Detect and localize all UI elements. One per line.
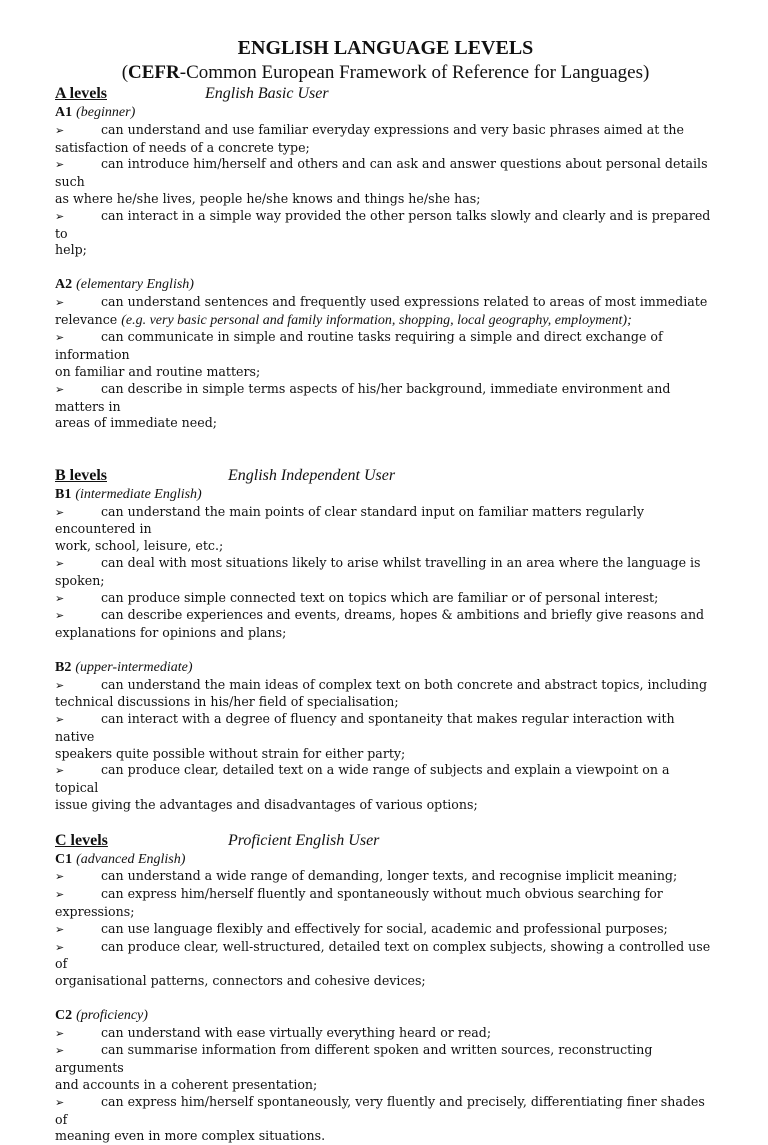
level-description: (intermediate English) (75, 486, 202, 502)
level-description: (upper-intermediate) (75, 659, 193, 675)
document-subtitle (55, 62, 716, 84)
blank-line (55, 449, 716, 466)
section-heading (55, 831, 716, 851)
level-code: C2 (55, 1007, 73, 1023)
arrow-bullet-icon: ➢ (55, 505, 65, 519)
level-code: B1 (55, 486, 72, 502)
can-do-item (55, 921, 716, 939)
section-name: C levels (55, 831, 108, 849)
arrow-bullet-icon: ➢ (55, 713, 65, 727)
can-do-item (55, 607, 716, 625)
subtitle-open: ( (121, 62, 129, 83)
level-code: B2 (55, 659, 72, 675)
section-user-type: English Independent User (228, 466, 396, 484)
arrow-bullet-icon: ➢ (55, 888, 65, 902)
item-continuation: expressions; (55, 904, 135, 920)
can-do-item (55, 208, 716, 243)
can-do-item (55, 555, 716, 573)
section-user-type: Proficient English User (228, 831, 380, 849)
item-example: (e.g. very basic personal and family information, shopping, local geography, employment); (121, 312, 632, 328)
can-do-item (55, 381, 716, 416)
item-continuation: help; (55, 242, 87, 258)
item-text: can describe in simple terms aspects of his/her background, immediate environment and matters in (55, 380, 671, 414)
can-do-item (55, 156, 716, 191)
item-text: can use language flexibly and effectively for social, academic and professional purposes; (101, 920, 668, 936)
item-continuation: organisational patterns, connectors and cohesive devices; (55, 973, 426, 989)
can-do-item (55, 294, 716, 312)
can-do-item (55, 590, 716, 608)
arrow-bullet-icon: ➢ (55, 209, 65, 223)
can-do-item (55, 868, 716, 886)
level-description: (elementary English) (76, 276, 194, 292)
can-do-item (55, 122, 716, 140)
item-continuation: as where he/she lives, people he/she knows and things he/she has; (55, 190, 481, 206)
item-continuation: speakers quite possible without strain for either party; (55, 745, 406, 761)
can-do-item (55, 504, 716, 539)
item-continuation: work, school, leisure, etc.; (55, 538, 224, 554)
level-heading (55, 104, 716, 122)
item-continuation: issue giving the advantages and disadvantages of various options; (55, 797, 478, 813)
subtitle-acronym: CEFR (128, 62, 180, 83)
item-text: can deal with most situations likely to arise whilst travelling in an area where the language is (101, 554, 701, 570)
level-code: C1 (55, 851, 73, 867)
level-heading (55, 1007, 716, 1025)
blank-line (55, 432, 716, 449)
arrow-bullet-icon: ➢ (55, 591, 65, 605)
section-name: B levels (55, 466, 107, 484)
level-code: A1 (55, 105, 73, 120)
arrow-bullet-icon: ➢ (55, 609, 65, 623)
item-continuation (55, 312, 716, 330)
section-user-type: English Basic User (205, 85, 329, 102)
blank-line (55, 642, 716, 659)
item-continuation: technical discussions in his/her field of specialisation; (55, 694, 399, 710)
can-do-item (55, 677, 716, 695)
item-text: can introduce him/herself and others and can ask and answer questions about personal details such (55, 156, 708, 190)
arrow-bullet-icon: ➢ (55, 1095, 65, 1109)
level-description: (beginner) (76, 105, 136, 120)
subtitle-rest: -Common European Framework of Reference for Languages) (179, 62, 650, 83)
arrow-bullet-icon: ➢ (55, 331, 65, 345)
level-description: (advanced English) (76, 851, 186, 867)
item-text: relevance (55, 311, 122, 327)
arrow-bullet-icon: ➢ (55, 1044, 65, 1058)
arrow-bullet-icon: ➢ (55, 123, 65, 137)
arrow-bullet-icon: ➢ (55, 870, 65, 884)
section-name: A levels (55, 85, 107, 102)
item-text: can understand the main ideas of complex text on both concrete and abstract topics, including (101, 676, 708, 692)
item-text: can interact in a simple way provided the other person talks slowly and clearly and is prepared to (55, 207, 711, 241)
item-text: can summarise information from different spoken and written sources, reconstructing arguments (55, 1042, 653, 1076)
item-text: can produce simple connected text on topics which are familiar or of personal interest; (101, 589, 659, 605)
can-do-item (55, 1094, 716, 1129)
item-text: can express him/herself fluently and spontaneously without much obvious searching for (101, 886, 663, 902)
level-heading (55, 486, 716, 504)
item-text: can interact with a degree of fluency and spontaneity that makes regular interaction with native (55, 711, 675, 744)
item-continuation: spoken; (55, 572, 105, 588)
level-heading (55, 851, 716, 869)
can-do-item (55, 711, 716, 746)
item-continuation: on familiar and routine matters; (55, 363, 261, 379)
item-text: can understand sentences and frequently used expressions related to areas of most immediate (101, 293, 708, 309)
item-text: can produce clear, detailed text on a wide range of subjects and explain a viewpoint on a topical (55, 762, 670, 796)
blank-line (55, 259, 716, 276)
can-do-item (55, 329, 716, 364)
section-heading (55, 466, 716, 486)
item-text: can understand and use familiar everyday expressions and very basic phrases aimed at the (101, 121, 684, 137)
item-continuation: meaning even in more complex situations. (55, 1128, 326, 1144)
item-text: can produce clear, well-structured, detailed text on complex subjects, showing a controlled use of (55, 938, 711, 972)
document-title: ENGLISH LANGUAGE LEVELS (237, 37, 534, 59)
item-continuation: explanations for opinions and plans; (55, 625, 287, 641)
arrow-bullet-icon: ➢ (55, 922, 65, 936)
level-heading (55, 659, 716, 677)
level-description: (proficiency) (76, 1007, 148, 1023)
section-heading (55, 84, 716, 104)
item-text: can understand a wide range of demanding, longer texts, and recognise implicit meaning; (101, 868, 678, 884)
can-do-item (55, 1025, 716, 1043)
arrow-bullet-icon: ➢ (55, 1026, 65, 1040)
arrow-bullet-icon: ➢ (55, 295, 65, 309)
can-do-item (55, 762, 716, 797)
blank-line (55, 990, 716, 1007)
item-text: can communicate in simple and routine tasks requiring a simple and direct exchange of information (55, 329, 663, 363)
item-text: can express him/herself spontaneously, very fluently and precisely, differentiating finer shades of (55, 1093, 705, 1127)
arrow-bullet-icon: ➢ (55, 940, 65, 954)
item-text: can understand the main points of clear standard input on familiar matters regularly encountered in (55, 503, 644, 537)
arrow-bullet-icon: ➢ (55, 678, 65, 692)
item-continuation: areas of immediate need; (55, 415, 218, 431)
item-text: can describe experiences and events, dreams, hopes & ambitions and briefly give reasons and (101, 607, 705, 623)
arrow-bullet-icon: ➢ (55, 158, 65, 172)
can-do-item (55, 939, 716, 974)
item-continuation: and accounts in a coherent presentation; (55, 1077, 318, 1093)
arrow-bullet-icon: ➢ (55, 382, 65, 396)
can-do-item (55, 1042, 716, 1077)
can-do-item (55, 886, 716, 904)
level-heading (55, 276, 716, 294)
level-code: A2 (55, 276, 73, 292)
item-text: can understand with ease virtually everything heard or read; (101, 1024, 492, 1040)
arrow-bullet-icon: ➢ (55, 764, 65, 778)
document-body (55, 84, 716, 1145)
arrow-bullet-icon: ➢ (55, 556, 65, 570)
item-continuation: satisfaction of needs of a concrete type; (55, 139, 310, 155)
blank-line (55, 814, 716, 831)
